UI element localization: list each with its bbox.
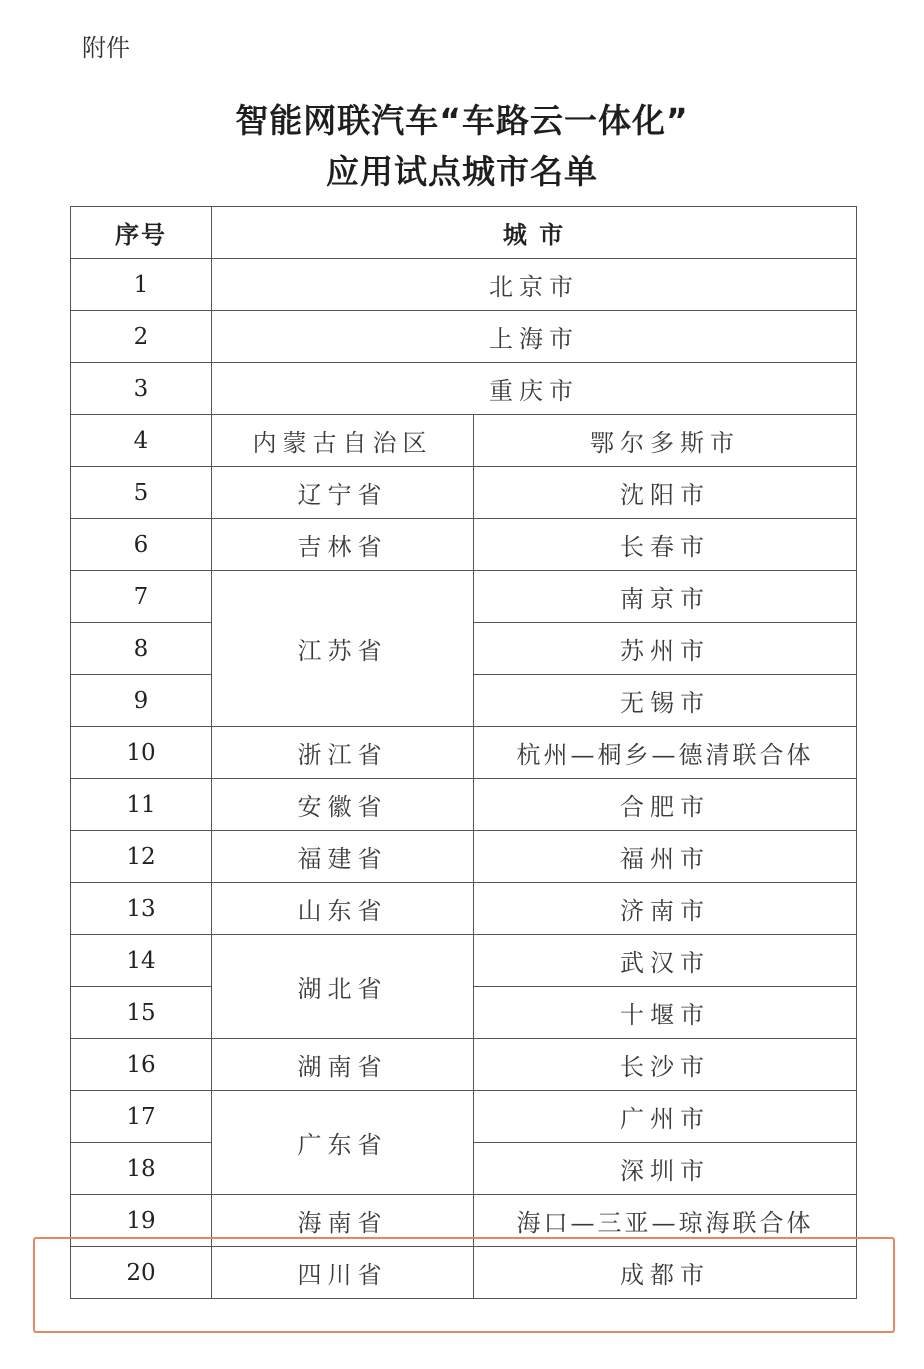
- province-cell: 福建省: [212, 831, 474, 883]
- row-number: 3: [71, 363, 212, 415]
- province-cell: 浙江省: [212, 727, 474, 779]
- city-cell: 十堰市: [474, 987, 857, 1039]
- row-number: 12: [71, 831, 212, 883]
- row-number: 10: [71, 727, 212, 779]
- row-number: 14: [71, 935, 212, 987]
- row-number: 6: [71, 519, 212, 571]
- table-row: [71, 1091, 857, 1143]
- city-cell: 无锡市: [474, 675, 857, 727]
- city-cell: 广州市: [474, 1091, 857, 1143]
- table-row: [71, 415, 857, 467]
- city-cell: 重庆市: [212, 363, 857, 415]
- table-row: [71, 831, 857, 883]
- highlight-box: [33, 1237, 895, 1333]
- row-number: 13: [71, 883, 212, 935]
- table-row: [71, 883, 857, 935]
- header-serial-number: 序号: [71, 207, 212, 259]
- row-number: 15: [71, 987, 212, 1039]
- province-cell: 吉林省: [212, 519, 474, 571]
- table-row: [71, 779, 857, 831]
- row-number: 8: [71, 623, 212, 675]
- city-cell: 济南市: [474, 883, 857, 935]
- city-cell: 沈阳市: [474, 467, 857, 519]
- city-cell: 武汉市: [474, 935, 857, 987]
- row-number: 1: [71, 259, 212, 311]
- province-cell: 湖南省: [212, 1039, 474, 1091]
- table-row: [71, 519, 857, 571]
- table-row: [71, 259, 857, 311]
- row-number: 2: [71, 311, 212, 363]
- header-city: 城 市: [212, 207, 857, 259]
- row-number: 4: [71, 415, 212, 467]
- city-cell: 苏州市: [474, 623, 857, 675]
- city-cell: 鄂尔多斯市: [474, 415, 857, 467]
- table-row: [71, 311, 857, 363]
- row-number: 11: [71, 779, 212, 831]
- city-cell: 上海市: [212, 311, 857, 363]
- table-row: [71, 571, 857, 623]
- table-header-row: [71, 207, 857, 259]
- city-cell: 南京市: [474, 571, 857, 623]
- row-number: 20: [71, 1247, 212, 1299]
- province-cell: 海南省: [212, 1195, 474, 1247]
- city-cell: 深圳市: [474, 1143, 857, 1195]
- city-cell: 长春市: [474, 519, 857, 571]
- table-row: [71, 727, 857, 779]
- city-cell: 合肥市: [474, 779, 857, 831]
- row-number: 7: [71, 571, 212, 623]
- city-cell: 海口—三亚—琼海联合体: [474, 1195, 857, 1247]
- row-number: 5: [71, 467, 212, 519]
- document-title-line-1: 智能网联汽车“车路云一体化”: [235, 101, 689, 140]
- row-number: 9: [71, 675, 212, 727]
- city-cell: 北京市: [212, 259, 857, 311]
- city-cell: 长沙市: [474, 1039, 857, 1091]
- city-cell: 成都市: [474, 1247, 857, 1299]
- row-number: 16: [71, 1039, 212, 1091]
- row-number: 18: [71, 1143, 212, 1195]
- province-cell: 江苏省: [212, 571, 474, 727]
- province-cell: 安徽省: [212, 779, 474, 831]
- province-cell: 四川省: [212, 1247, 474, 1299]
- document-title-line-2: 应用试点城市名单: [326, 152, 598, 191]
- city-cell: 杭州—桐乡—德清联合体: [474, 727, 857, 779]
- table-row: [71, 363, 857, 415]
- table-row: [71, 935, 857, 987]
- pilot-city-table: [70, 206, 857, 1299]
- city-cell: 福州市: [474, 831, 857, 883]
- attachment-label: 附件: [82, 34, 130, 62]
- province-cell: 广东省: [212, 1091, 474, 1195]
- table-row: [71, 467, 857, 519]
- province-cell: 辽宁省: [212, 467, 474, 519]
- province-cell: 湖北省: [212, 935, 474, 1039]
- province-cell: 山东省: [212, 883, 474, 935]
- table-row: [71, 1039, 857, 1091]
- row-number: 19: [71, 1195, 212, 1247]
- row-number: 17: [71, 1091, 212, 1143]
- province-cell: 内蒙古自治区: [212, 415, 474, 467]
